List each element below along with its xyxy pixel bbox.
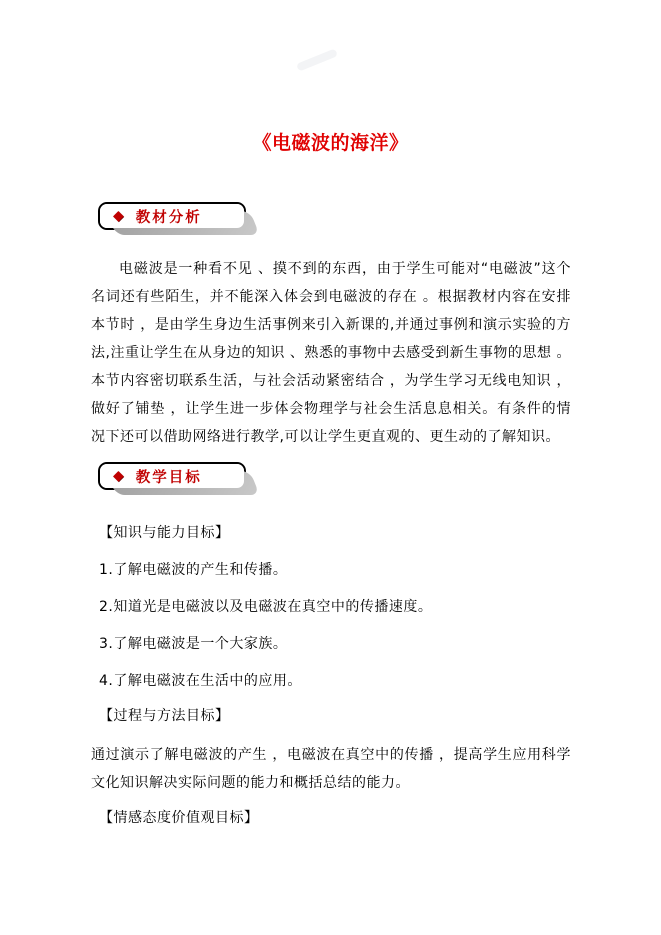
material-analysis-paragraph: 电磁波是一种看不见 、摸不到的东西，由于学生可能对“电磁波”这个名词还有些陌生，并不能深入体会到电磁波的存在 。根据教材内容在安排本节时 ，是由学生身边生活事例来引入新课的,并通过事例和演示实验的方法,注重让学生在从身边的知识 、熟悉的事物中去感受到新生事物的思想 。本节内容密切联系生活，与社会活动紧密结合 ，为学生学习无线电知识 ，做好了铺垫 ，让学生进一步体会物理学与社会生活息息相关。有条件的情况下还可以借助网络进行教学,可以让学生更直观的、更生动的了解知识。 (91, 261, 571, 445)
list-item: 3.了解电磁波是一个大家族。 (99, 636, 288, 652)
watermark (296, 48, 338, 71)
page-title: 《电磁波的海洋》 (252, 132, 409, 154)
emotion-objectives-heading: 【情感态度价值观目标】 (99, 810, 259, 826)
section-label-material-analysis: 教材分析 (135, 209, 202, 226)
section-header-material-analysis (98, 202, 246, 230)
list-item: 2.知道光是电磁波以及电磁波在真空中的传播速度。 (99, 599, 433, 615)
diamond-icon: ◆ (113, 468, 124, 484)
process-objectives-paragraph: 通过演示了解电磁波的产生 ，电磁波在真空中的传播 ，提高学生应用科学文化知识解决实际问题的能力和概括总结的能力。 (91, 747, 571, 791)
list-item: 4.了解电磁波在生活中的应用。 (99, 673, 302, 689)
section-header-teaching-objectives (98, 462, 246, 490)
process-objectives-heading: 【过程与方法目标】 (99, 708, 230, 724)
diamond-icon: ◆ (113, 208, 124, 224)
section-label-teaching-objectives: 教学目标 (135, 469, 202, 486)
knowledge-objectives-heading: 【知识与能力目标】 (99, 525, 230, 541)
section-header-inner (100, 464, 244, 488)
list-item: 1.了解电磁波的产生和传播。 (99, 562, 288, 578)
section-header-inner (100, 204, 244, 228)
